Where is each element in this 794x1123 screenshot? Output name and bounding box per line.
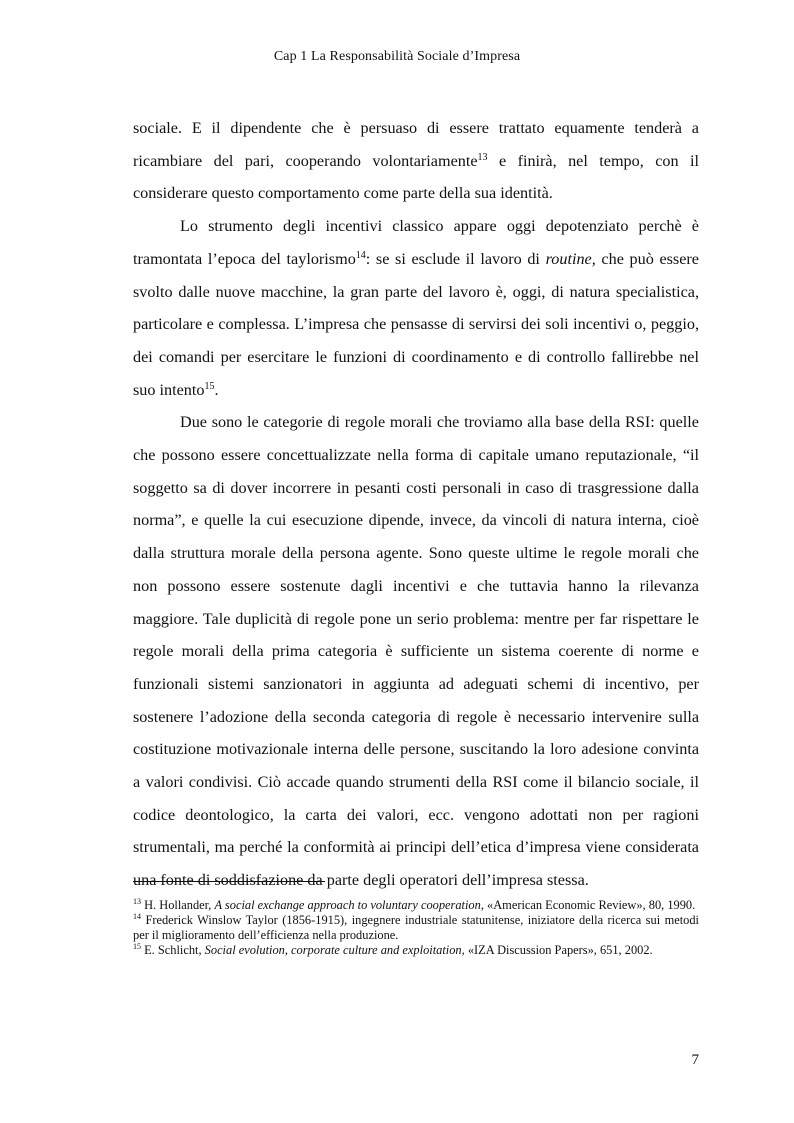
main-text	[133, 112, 699, 897]
footnote-separator	[133, 881, 325, 882]
footnote-ref-14[interactable]: 14	[355, 249, 366, 261]
running-header: Cap 1 La Responsabilità Sociale d’Impresa	[273, 49, 521, 64]
footnote-ref-13[interactable]: 13	[477, 151, 488, 163]
footnote-ref-15[interactable]: 15	[204, 380, 215, 392]
page-number: 7	[691, 1052, 699, 1068]
paragraph-3: Due sono le categorie di regole morali che troviamo alla base della RSI: quelle che possono essere concettualizzate nella forma di capitale umano reputazionale, “il soggetto sa di dover incorrere in pesanti costi personali in caso di trasgressione dalla norma”, e quelle la cui esecuzione dipende, invece, da vincoli di natura interna, cioè dalla struttura morale della persona agente. Sono queste ultime le regole morali che non possono essere sostenute dagli incentivi e che tuttavia hanno la rilevanza maggiore. Tale duplicità di regole pone un serio problema: mentre per far rispettare le regole morali della prima categoria è sufficiente un sistema coerente di norme e funzionali sistemi sanzionatori in aggiunta ad adeguati schemi di incentivo, per sostenere l’adozione della seconda categoria di regole è necessario intervenire sulla costituzione motivazionale interna delle persone, suscitando la loro adesione convinta a valori condivisi. Ciò accade quando strumenti della RSI come il bilancio sociale, il codice deontologico, la carta dei valori, ecc. vengono adottati non per ragioni strumentali, ma perché la conformità ai principi dell’etica d’impresa viene considerata una fonte di soddisfazione da parte degli operatori dell’impresa stessa.	[133, 413, 699, 890]
footnote-15: $^{15}$ E. Schlicht, Social evolution, corporate culture and exploitation, «IZA Discussion Papers», 651, 2002.	[133, 942, 653, 957]
footnote-14: $^{14}$ Frederick Winslow Taylor (1856-1915), ingegnere industriale statunitense, iniziatore della ricerca sui metodi per il miglioramento dell’efficienza nella produzione.	[133, 912, 699, 942]
paragraph-1: sociale. E il dipendente che è persuaso di essere trattato equamente tenderà a ricambiare del pari, cooperando volontariamente$^{13}$ e finirà, nel tempo, con il considerare questo comportamento come parte della sua identità.	[133, 119, 699, 203]
footnote-13: $^{13}$ H. Hollander, A social exchange approach to voluntary cooperation, «American Economic Review», 80, 1990.	[133, 897, 696, 912]
paragraph-2: Lo strumento degli incentivi classico appare oggi depotenziato perchè è tramontata l’epoca del taylorismo$^{14}$: se si esclude il lavoro di routine, che può essere svolto dalle nuove macchine, la gran parte del lavoro è, oggi, di natura specialistica, particolare e complessa. L’impresa che pensasse di servirsi dei soli incentivi o, peggio, dei comandi per esercitare le funzioni di coordinamento e di controllo fallirebbe nel suo intento$^{15}$.	[133, 217, 699, 399]
footnotes	[133, 898, 699, 958]
